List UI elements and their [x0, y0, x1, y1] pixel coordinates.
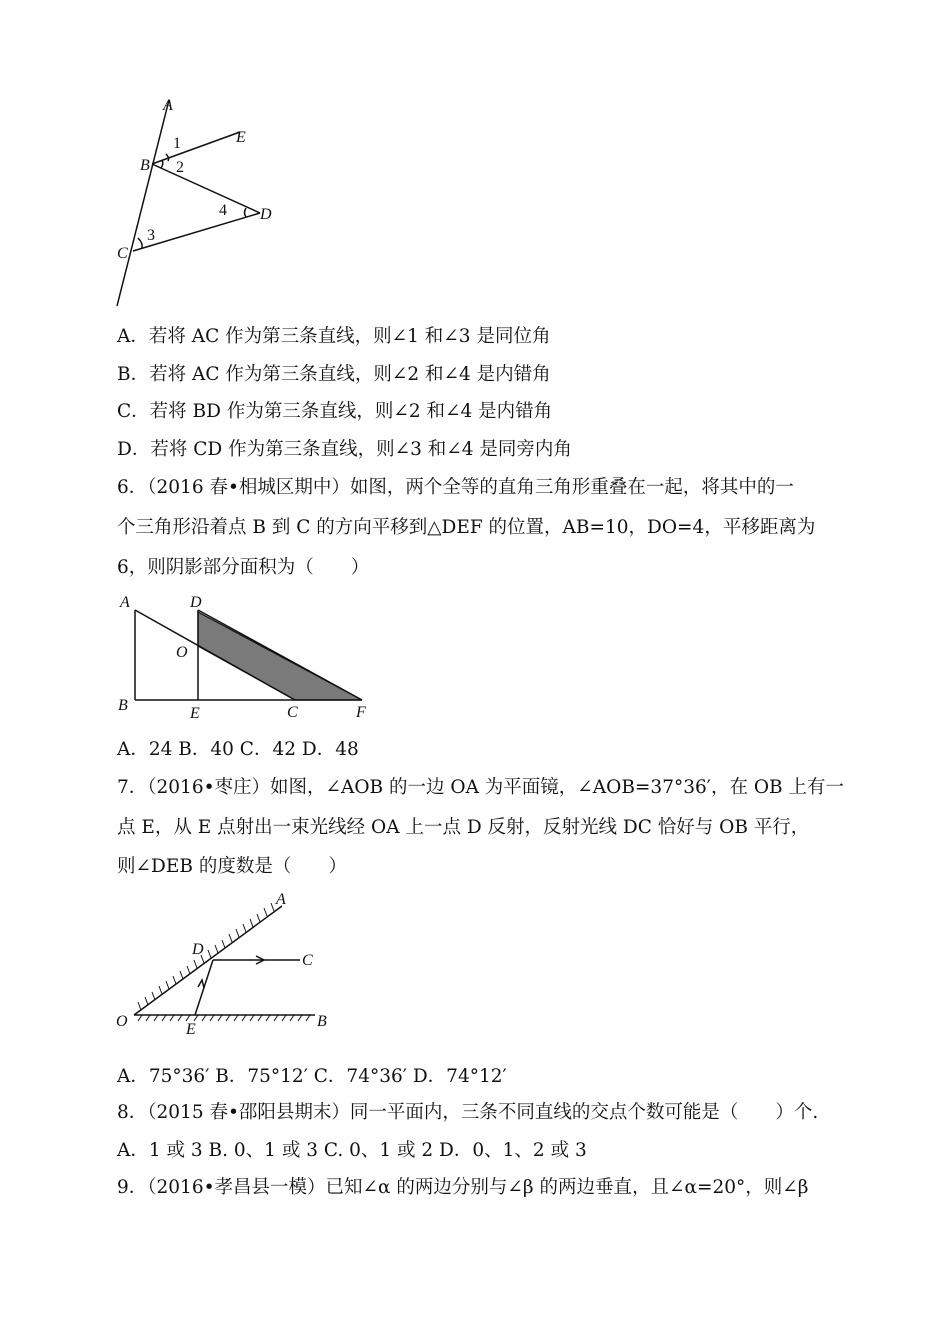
- angle-label-2: 2: [176, 159, 184, 176]
- label-d: D: [190, 594, 202, 611]
- label-f: F: [356, 704, 366, 721]
- q5-option-c: C．若将 BD 作为第三条直线，则∠2 和∠4 是内错角: [117, 401, 553, 422]
- line-bd: [152, 164, 260, 213]
- q6-stem-line-2: 个三角形沿着点 B 到 C 的方向平移到△DEF 的位置，AB=10，DO=4，平移距离为: [117, 517, 816, 538]
- line-ac: [117, 100, 169, 306]
- label-d: D: [192, 941, 204, 958]
- q5-option-b: B．若将 AC 作为第三条直线，则∠2 和∠4 是内错角: [117, 364, 551, 385]
- label-a: A: [163, 97, 173, 114]
- angle-arc-1: [166, 154, 169, 161]
- label-b: B: [118, 697, 128, 714]
- label-c: C: [302, 952, 313, 969]
- label-c: C: [117, 245, 128, 262]
- label-e: E: [186, 1021, 196, 1038]
- arrow-ed: [198, 980, 204, 988]
- q8-options: A．1 或 3 B. 0、1 或 3 C. 0、1 或 2 D．0、1、2 或 3: [117, 1140, 587, 1161]
- q9-stem: 9．（2016•孝昌县一模）已知∠α 的两边分别与∠β 的两边垂直，且∠α=20°，则∠β: [117, 1177, 809, 1198]
- q7-stem-line-2: 点 E，从 E 点射出一束光线经 OA 上一点 D 反射，反射光线 DC 恰好与 OB 平行，: [117, 817, 810, 838]
- label-b: B: [317, 1013, 327, 1030]
- q5-option-d: D．若将 CD 作为第三条直线，则∠3 和∠4 是同旁内角: [117, 439, 572, 460]
- angle-arc-4: [245, 208, 247, 217]
- angle-label-4: 4: [219, 202, 227, 219]
- angle-label-1: 1: [173, 135, 181, 152]
- label-e: E: [190, 705, 200, 722]
- q8-stem: 8．（2015 春•邵阳县期末）同一平面内，三条不同直线的交点个数可能是（ ）个.: [117, 1102, 819, 1123]
- q6-stem-line-3: 6，则阴影部分面积为（ ）: [117, 557, 370, 578]
- line-be: [152, 132, 240, 164]
- q5-option-a: A．若将 AC 作为第三条直线，则∠1 和∠3 是同位角: [117, 326, 551, 347]
- q5-figure: [100, 92, 290, 312]
- label-b: B: [140, 157, 150, 174]
- q7-options: A．75°36′ B．75°12′ C．74°36′ D．74°12′: [117, 1066, 507, 1087]
- angle-label-3: 3: [147, 227, 155, 244]
- label-d: D: [260, 206, 272, 223]
- q6-figure: [110, 590, 380, 725]
- q7-stem-line-1: 7．（2016•枣庄）如图，∠AOB 的一边 OA 为平面镜，∠AOB=37°36′，在 OB 上有一: [117, 777, 844, 798]
- label-c: C: [287, 704, 298, 721]
- label-o: O: [176, 644, 188, 661]
- ob-hatching: [138, 1015, 310, 1021]
- q6-options: A．24 B．40 C．42 D．48: [117, 739, 359, 760]
- q6-stem-line-1: 6．（2016 春•相城区期中）如图，两个全等的直角三角形重叠在一起，将其中的一: [117, 477, 794, 498]
- label-o: O: [116, 1013, 128, 1030]
- q7-stem-line-3: 则∠DEB 的度数是（ ）: [117, 856, 347, 877]
- angle-arc-3: [138, 238, 142, 248]
- mirror-hatching: [138, 903, 274, 1010]
- label-e: E: [236, 129, 246, 146]
- label-a: A: [276, 891, 286, 908]
- q7-figure: [110, 890, 335, 1040]
- label-a: A: [120, 594, 130, 611]
